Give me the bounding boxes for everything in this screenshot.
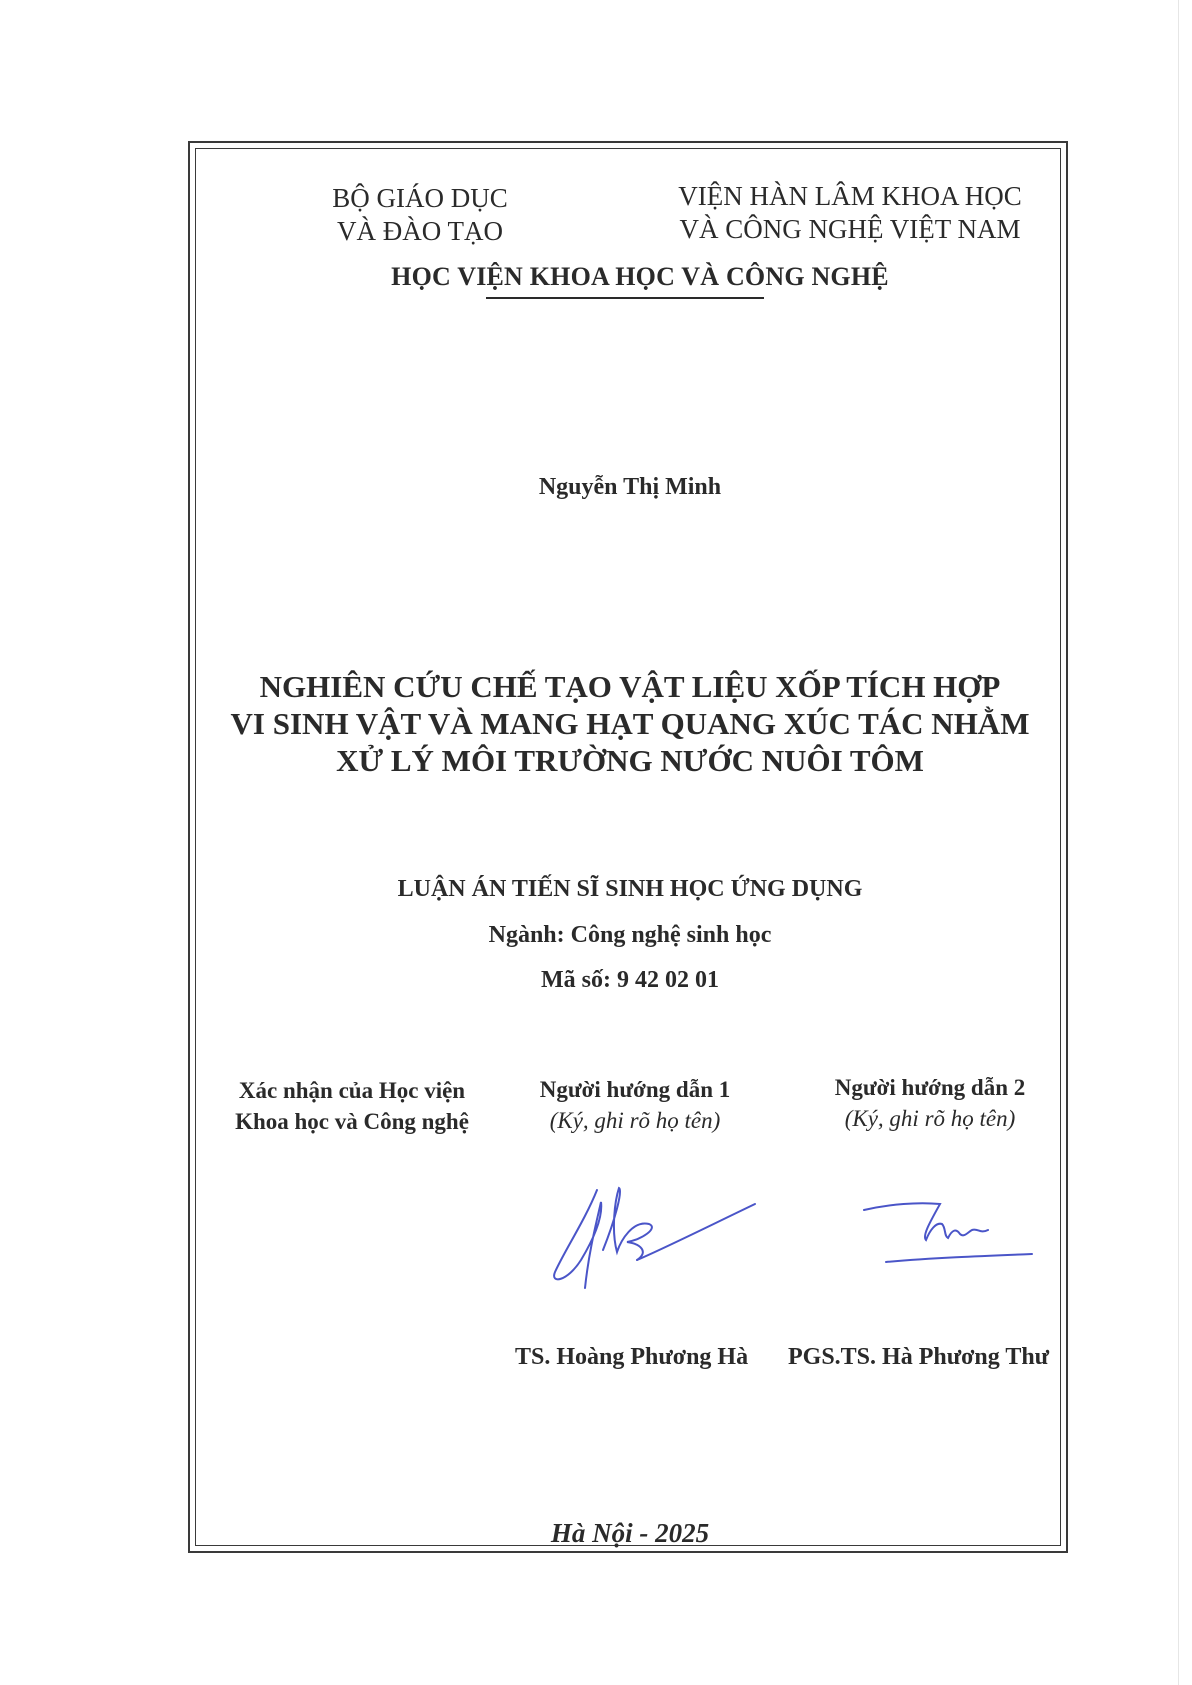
title-line-3: XỬ LÝ MÔI TRƯỜNG NƯỚC NUÔI TÔM [336,743,924,778]
thesis-title [200,668,1060,779]
major-field: Ngành: Công nghệ sinh học [488,922,772,948]
author-name: Nguyễn Thị Minh [538,474,722,500]
advisor-2-name: PGS.TS. Hà Phương Thư [788,1344,1050,1370]
advisor-1-title: Người hướng dẫn 1 [539,1077,731,1102]
advisor-1-signature [545,1180,765,1300]
academy-of-sciences-name [660,180,1040,246]
scan-edge-line [1178,0,1179,1685]
advisor-2-note: (Ký, ghi rõ họ tên) [844,1106,1016,1131]
ministry-line-2: VÀ ĐÀO TẠO [337,216,503,246]
advisor-1-name: TS. Hoàng Phương Hà [515,1344,749,1370]
degree-type: LUẬN ÁN TIẾN SĨ SINH HỌC ỨNG DỤNG [397,876,863,902]
advisor-2-heading [805,1072,1055,1134]
academy-sciences-line-1: VIỆN HÀN LÂM KHOA HỌC [678,181,1022,211]
advisor-1-note: (Ký, ghi rõ họ tên) [549,1108,721,1133]
graduate-academy-name: HỌC VIỆN KHOA HỌC VÀ CÔNG NGHỆ [391,262,889,291]
major-code: Mã số: 9 42 02 01 [541,967,719,993]
institution-line-2: Khoa học và Công nghệ [235,1109,469,1134]
institution-line-1: Xác nhận của Học viện [238,1078,466,1103]
page-border-inner [195,148,1061,1546]
place-and-year: Hà Nội - 2025 [550,1518,710,1548]
academy-sciences-line-2: VÀ CÔNG NGHỆ VIỆT NAM [679,214,1021,244]
advisor-1-heading [510,1074,760,1136]
title-line-1: NGHIÊN CỨU CHẾ TẠO VẬT LIỆU XỐP TÍCH HỢP [259,669,1001,704]
institution-confirmation [212,1075,492,1137]
title-line-2: VI SINH VẬT VÀ MANG HẠT QUANG XÚC TÁC NHẰM [230,706,1030,741]
ministry-name [300,182,540,248]
ministry-line-1: BỘ GIÁO DỤC [332,183,508,213]
advisor-2-title: Người hướng dẫn 2 [834,1075,1026,1100]
academy-underline [486,297,764,299]
advisor-2-signature [860,1184,1040,1274]
